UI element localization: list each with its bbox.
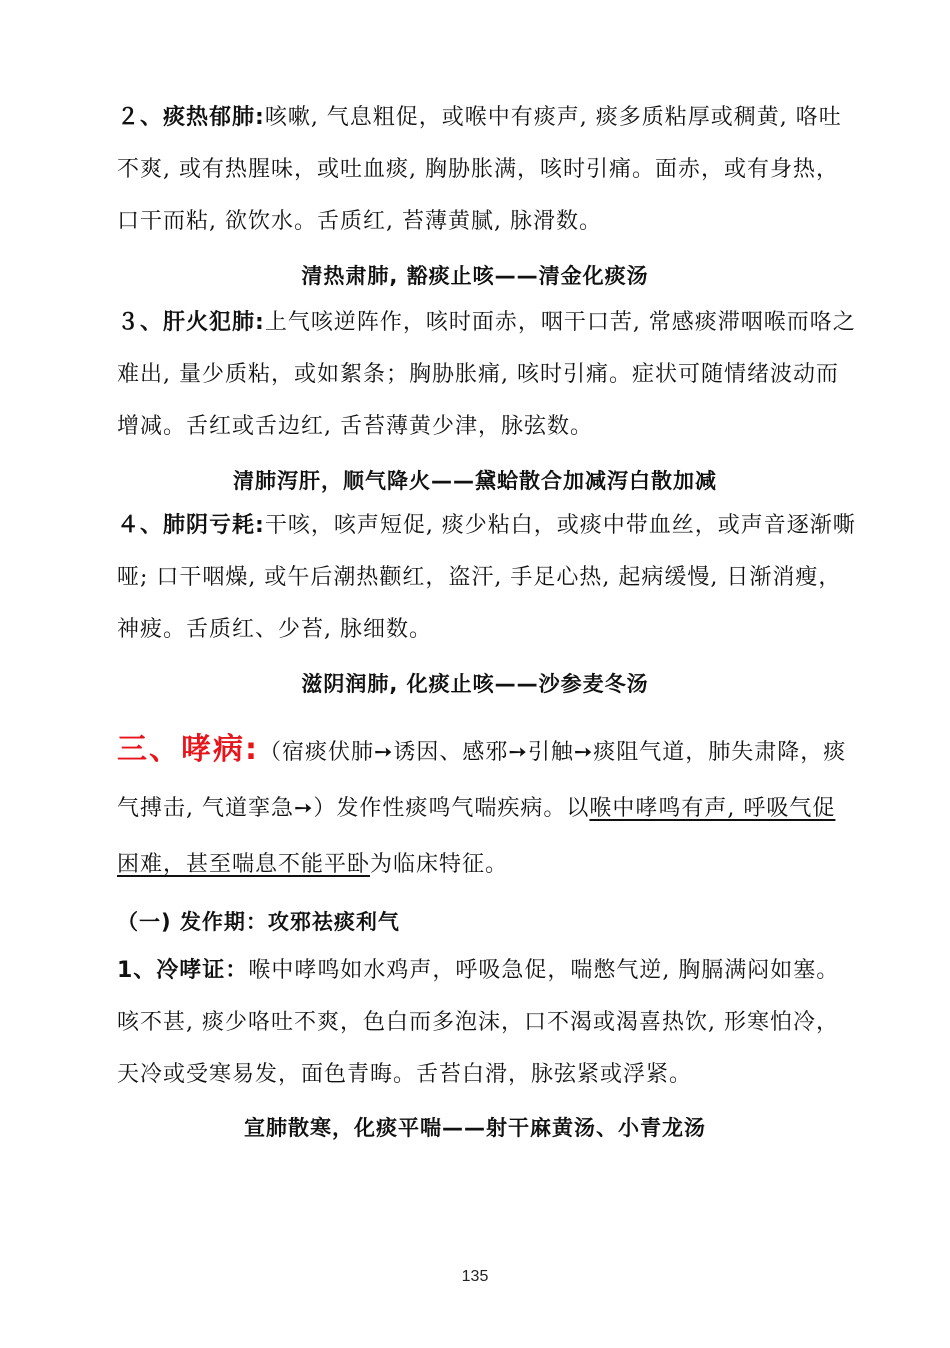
paragraph-lung-yin [117,500,857,656]
page-number: 135 [461,1268,489,1285]
section-title-xiao: 三、哮病: [117,732,259,767]
paragraph-liver-fire [117,297,857,453]
text-xiao-outro: 为临床特征。 [370,852,509,877]
treatment-lung-yin: 滋阴润肺, 化痰止咳——沙参麦冬汤 [301,672,649,696]
paragraph-xiao-disease [117,722,857,893]
text-cold-wheeze: 喉中哮鸣如水鸡声，呼吸急促，喘憋气逆, 胸膈满闷如塞。咳不甚, 痰少咯吐不爽，色白而多泡沫，口不渴或渴喜热饮, 形寒怕冷，天冷或受寒易发，面色青晦。舌苔白滑，脉弦紧或浮紧。 [117,958,840,1087]
paragraph-phlegm-heat [117,92,857,248]
treatment-phlegm-heat: 清热肃肺, 豁痰止咳——清金化痰汤 [301,264,649,288]
heading-liver-fire: ３、肝火犯肺: [117,310,265,335]
text-xiao-underlined: 喉中哮鸣有声, 呼吸气促困难，甚至喘息不能平卧 [117,796,836,877]
text-liver-fire: 上气咳逆阵作，咳时面赤，咽干口苦, 常感痰滞咽喉而咯之难出, 量少质粘，或如絮条；胸胁胀痛, 咳时引痛。症状可随情绪波动而增减。舌红或舌边红, 舌苔薄黄少津，脉弦数。 [117,310,856,439]
heading-attack-stage: （一) 发作期：攻邪祛痰利气 [117,910,400,934]
heading-cold-wheeze: 1、冷哮证： [117,958,249,983]
treatment-cold-wheeze: 宣肺散寒，化痰平喘——射干麻黄汤、小青龙汤 [244,1116,706,1140]
text-xiao-intro: （宿痰伏肺➙诱因、感邪➙引触➙痰阻气道，肺失肃降，痰气搏击, 气道挛急➙）发作性痰鸣气喘疾病。以 [117,740,847,821]
treatment-liver-fire: 清肺泻肝，顺气降火——黛蛤散合加减泻白散加减 [233,469,717,493]
text-lung-yin: 干咳，咳声短促, 痰少粘白，或痰中带血丝，或声音逐渐嘶哑; 口干咽燥, 或午后潮热颧红，盗汗, 手足心热, 起病缓慢, 日渐消瘦，神疲。舌质红、少苔, 脉细数。 [117,513,856,642]
paragraph-cold-wheeze [117,945,857,1101]
heading-phlegm-heat: ２、痰热郁肺: [117,105,265,130]
text-phlegm-heat: 咳嗽, 气息粗促，或喉中有痰声, 痰多质粘厚或稠黄, 咯吐不爽, 或有热腥味，或吐血痰, 胸胁胀满，咳时引痛。面赤，或有身热，口干而粘, 欲饮水。舌质红, 苔薄黄腻, 脉滑数。 [117,105,842,234]
heading-lung-yin: ４、肺阴亏耗: [117,513,265,538]
